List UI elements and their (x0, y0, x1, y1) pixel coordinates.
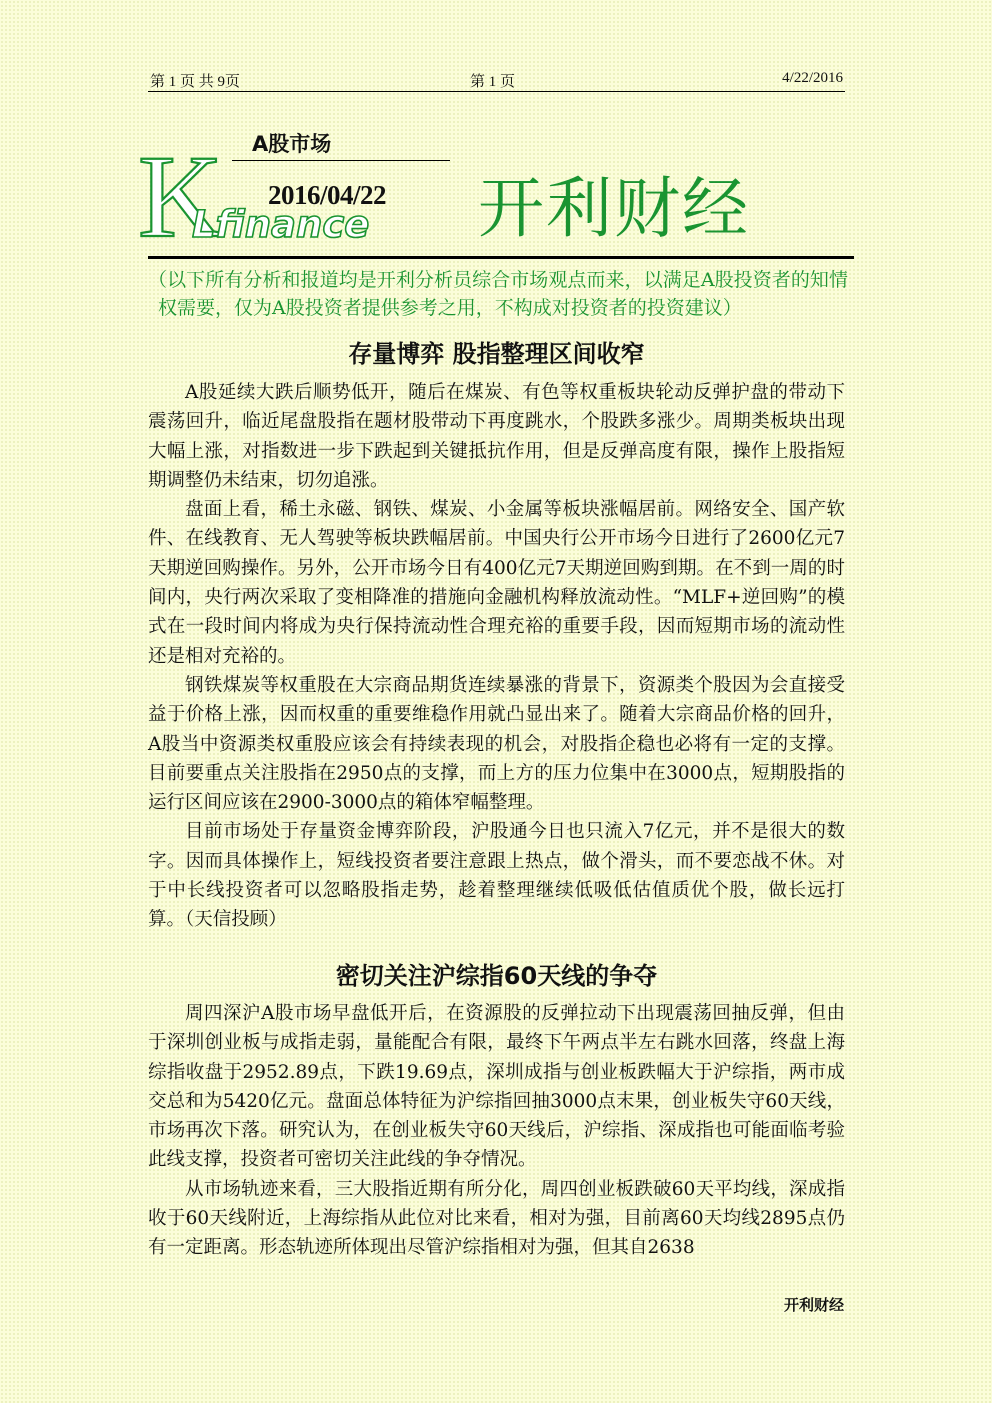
logo-rule (232, 160, 450, 161)
header-rule (148, 91, 845, 92)
page-footer: 开利财经 (783, 1296, 844, 1314)
article-body-1 (148, 378, 845, 935)
masthead-rule (148, 256, 854, 259)
page-number: 第 1 页 (470, 74, 516, 90)
article-1-paragraph: A股延续大跌后顺势低开，随后在煤炭、有色等权重板块轮动反弹护盘的带动下震荡回升，临近尾盘股指在题材股带动下再度跳水，个股跌多涨少。周期类板块出现大幅上涨，对指数进一步下跌起到关键抵抗作用，但是反弹高度有限，操作上股指短期调整仍未结束，切勿追涨。 (148, 382, 845, 491)
article-title-1: 存量博弈 股指整理区间收窄 (348, 340, 645, 368)
article-1-paragraph: 盘面上看，稀土永磁、钢铁、煤炭、小金属等板块涨幅居前。网络安全、国产软件、在线教育、无人驾驶等板块跌幅居前。中国央行公开市场今日进行了2600亿元7天期逆回购操作。另外，公开市场今日有400亿元7天期逆回购到期。在不到一周的时间内，央行两次采取了变相降准的措施向金融机构释放流动性。“MLF+逆回购”的模式在一段时间内将成为央行保持流动性合理充裕的重要手段，因而短期市场的流动性还是相对充裕的。 (148, 499, 845, 667)
logo-finance-text: Lfinance (192, 203, 370, 246)
header-date: 4/22/2016 (782, 70, 843, 86)
article-title-2: 密切关注沪综指60天线的争夺 (335, 962, 658, 990)
logo-market-label: A股市场 (252, 132, 332, 156)
brand-title: 开利财经 (478, 170, 750, 247)
article-body-2 (148, 999, 845, 1263)
article-2-paragraph: 从市场轨迹来看，三大股指近期有所分化，周四创业板跌破60天平均线，深成指收于60天线附近，上海综指从此位对比来看，相对为强，目前离60天均线2895点仍有一定距离。形态轨迹所体现出尽管沪综指相对为强，但其自2638 (148, 1178, 845, 1259)
logo-k-letter: K (138, 150, 218, 240)
article-2-paragraph: 周四深沪A股市场早盘低开后，在资源股的反弹拉动下出现震荡回抽反弹，但由于深圳创业板与成指走弱，量能配合有限，最终下午两点半左右跳水回落，终盘上海综指收盘于2952.89点，下跌19.69点，深圳成指与创业板跌幅大于沪综指，两市成交总和为5420亿元。盘面总体特征为沪综指回抽3000点末果，创业板失守60天线，市场再次下落。研究认为，在创业板失守60天线后，沪综指、深成指也可能面临考验此线支撑，投资者可密切关注此线的争夺情况。 (148, 1003, 845, 1171)
logo-date: 2016/04/22 (268, 180, 387, 210)
article-1-paragraph: 目前市场处于存量资金博弈阶段，沪股通今日也只流入7亿元，并不是很大的数字。因而具体操作上，短线投资者要注意跟上热点，做个滑头，而不要恋战不休。对于中长线投资者可以忽略股指走势，趁着整理继续低吸低估值质优个股，做长远打算。（天信投顾） (148, 821, 845, 931)
disclaimer: （以下所有分析和报道均是开利分析员综合市场观点而来，以满足A股投资者的知情权需要，仅为A股投资者提供参考之用，不构成对投资者的投资建议） (148, 269, 848, 319)
page-count: 第 1 页 共 9页 (150, 74, 241, 90)
logo-finance-wordmark (190, 200, 438, 244)
article-1-paragraph: 钢铁煤炭等权重股在大宗商品期货连续暴涨的背景下，资源类个股因为会直接受益于价格上涨，因而权重的重要维稳作用就凸显出来了。随着大宗商品价格的回升，A股当中资源类权重股应该会有持续表现的机会，对股指企稳也必将有一定的支撑。目前要重点关注股指在2950点的支撑，而上方的压力位集中在3000点，短期股指的运行区间应该在2900-3000点的箱体窄幅整理。 (148, 674, 845, 814)
